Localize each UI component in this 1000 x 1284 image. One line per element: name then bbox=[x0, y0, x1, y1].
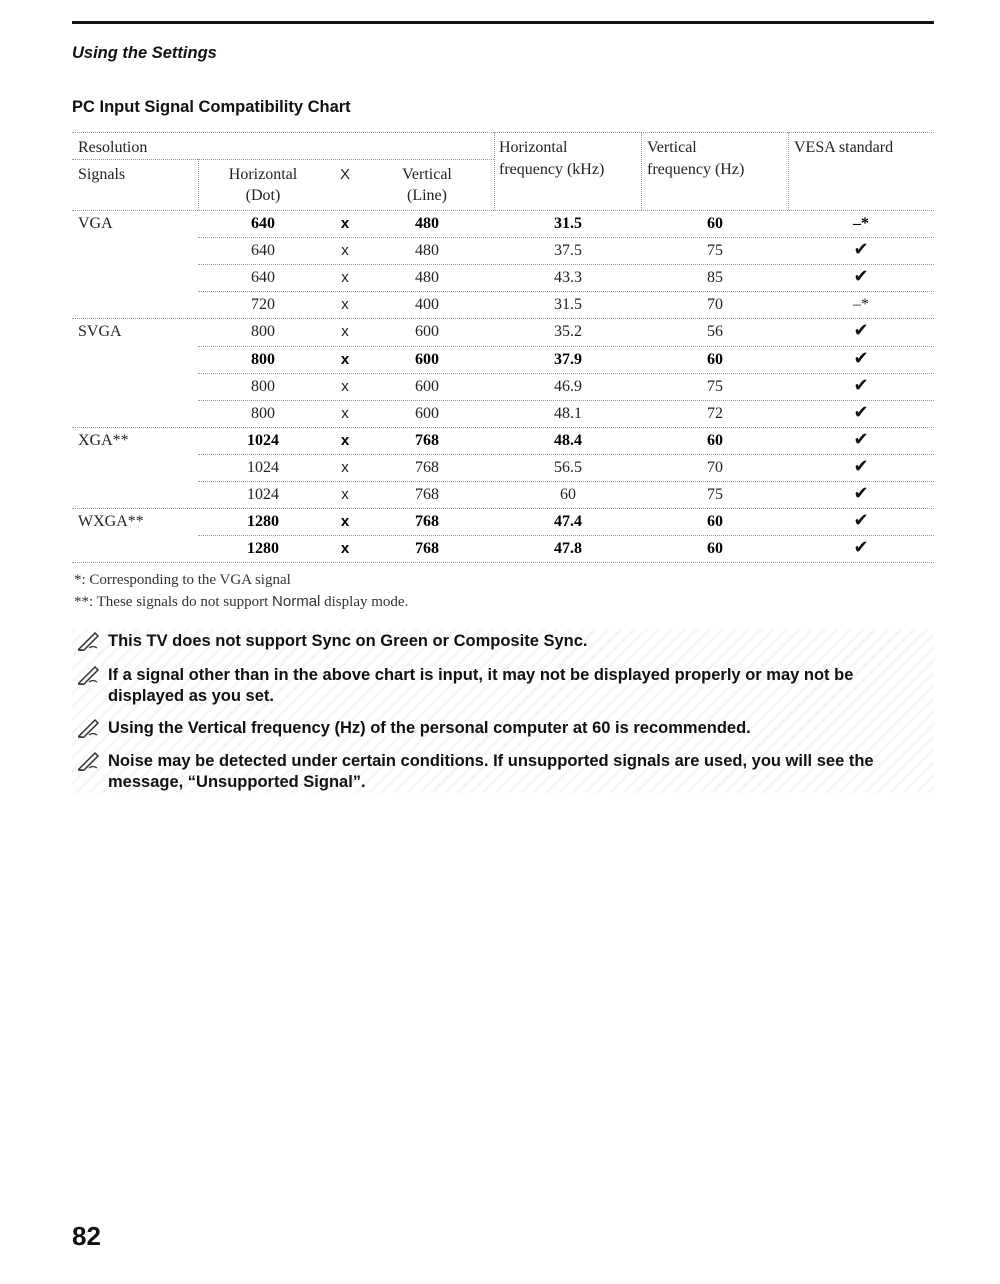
header-resolution: Resolution bbox=[78, 139, 148, 156]
table-cell: x bbox=[341, 404, 349, 422]
signal-name: WXGA** bbox=[78, 513, 144, 531]
checkmark-icon: ✔ bbox=[853, 347, 869, 369]
table-cell: 37.5 bbox=[554, 242, 582, 260]
table-cell: x bbox=[340, 431, 350, 449]
table-cell: 768 bbox=[415, 540, 439, 558]
header-vfreq-unit: frequency (Hz) bbox=[647, 161, 745, 178]
table-bottom-rule bbox=[72, 562, 934, 563]
note-item: Using the Vertical frequency (Hz) of the personal computer at 60 is recommended. bbox=[108, 718, 928, 739]
header-dot: (Dot) bbox=[245, 187, 281, 204]
table-cell: x bbox=[341, 486, 349, 503]
checkmark-icon: ✔ bbox=[853, 374, 869, 396]
table-cell: 1280 bbox=[247, 540, 279, 558]
checkmark-icon: ✔ bbox=[853, 239, 869, 261]
pencil-note-icon bbox=[77, 631, 101, 651]
row-divider bbox=[198, 481, 934, 482]
vesa-cell: –* bbox=[853, 215, 869, 232]
header-rule bbox=[72, 21, 934, 24]
section-title: Using the Settings bbox=[72, 44, 217, 62]
table-cell: 47.4 bbox=[554, 513, 582, 531]
table-cell: 600 bbox=[415, 404, 439, 422]
row-divider bbox=[198, 373, 934, 374]
table-cell: 1024 bbox=[247, 431, 279, 449]
table-cell: 640 bbox=[251, 242, 275, 260]
table-cell: x bbox=[340, 215, 350, 232]
table-cell: x bbox=[341, 296, 349, 314]
table-cell: 37.9 bbox=[554, 350, 582, 368]
table-cell: 60 bbox=[560, 486, 576, 503]
table-cell: 400 bbox=[415, 296, 439, 314]
table-cell: 1024 bbox=[247, 458, 279, 476]
table-cell: 72 bbox=[707, 404, 723, 422]
table-cell: 768 bbox=[415, 513, 439, 531]
header-x: X bbox=[339, 166, 351, 183]
table-cell: 640 bbox=[251, 269, 275, 287]
table-cell: x bbox=[341, 323, 349, 341]
page-number: 82 bbox=[72, 1221, 101, 1251]
pencil-note-icon bbox=[77, 718, 101, 738]
header-vesa: VESA standard bbox=[794, 139, 894, 156]
table-cell: 56 bbox=[707, 323, 723, 341]
table-cell: 75 bbox=[707, 242, 723, 260]
table-cell: 60 bbox=[707, 431, 723, 449]
table-cell: x bbox=[341, 377, 349, 395]
header-vfreq: Vertical bbox=[647, 139, 697, 156]
table-cell: 640 bbox=[251, 215, 275, 232]
row-divider bbox=[198, 346, 934, 347]
table-cell: 85 bbox=[707, 269, 723, 287]
table-cell: 1280 bbox=[247, 513, 279, 531]
vesa-cell: –* bbox=[853, 296, 869, 314]
checkmark-icon: ✔ bbox=[853, 320, 869, 342]
compatibility-table bbox=[72, 132, 934, 564]
header-col-divider bbox=[788, 132, 789, 210]
chart-title: PC Input Signal Compatibility Chart bbox=[72, 98, 351, 116]
row-divider bbox=[198, 454, 934, 455]
table-cell: 70 bbox=[707, 458, 723, 476]
table-cell: 46.9 bbox=[554, 377, 582, 395]
table-cell: 1024 bbox=[247, 486, 279, 503]
checkmark-icon: ✔ bbox=[853, 428, 869, 450]
table-cell: 600 bbox=[415, 350, 439, 368]
table-cell: 47.8 bbox=[554, 540, 582, 558]
signal-name: XGA** bbox=[78, 431, 129, 449]
row-divider bbox=[198, 291, 934, 292]
table-cell: 75 bbox=[707, 486, 723, 503]
table-cell: 31.5 bbox=[554, 215, 582, 232]
checkmark-icon: ✔ bbox=[853, 455, 869, 477]
table-cell: 60 bbox=[707, 215, 723, 232]
table-cell: 600 bbox=[415, 377, 439, 395]
table-cell: 31.5 bbox=[554, 296, 582, 314]
table-cell: x bbox=[341, 242, 349, 260]
row-divider bbox=[198, 264, 934, 265]
table-cell: x bbox=[341, 458, 349, 476]
header-line: (Line) bbox=[407, 187, 447, 204]
row-divider bbox=[72, 427, 934, 428]
table-cell: 48.4 bbox=[554, 431, 582, 449]
note-item: Noise may be detected under certain conditions. If unsupported signals are used, you will see the message, “Unsupported Signal”. bbox=[108, 751, 928, 793]
notes-box bbox=[72, 629, 934, 793]
table-cell: 768 bbox=[415, 431, 439, 449]
table-cell: 60 bbox=[707, 540, 723, 558]
header-col-divider bbox=[641, 132, 642, 210]
table-cell: 800 bbox=[251, 350, 275, 368]
footnote-2: **: These signals do not support Normal display mode. bbox=[74, 593, 409, 610]
checkmark-icon: ✔ bbox=[853, 266, 869, 288]
table-cell: x bbox=[340, 350, 350, 368]
table-cell: 480 bbox=[415, 242, 439, 260]
checkmark-icon: ✔ bbox=[853, 510, 869, 532]
row-divider bbox=[72, 210, 934, 211]
header-col-divider bbox=[494, 132, 495, 210]
footnote-1: *: Corresponding to the VGA signal bbox=[74, 572, 291, 588]
table-cell: x bbox=[341, 269, 349, 287]
checkmark-icon: ✔ bbox=[853, 401, 869, 423]
table-cell: x bbox=[340, 540, 350, 558]
header-col-divider bbox=[198, 159, 199, 210]
note-item: If a signal other than in the above chart is input, it may not be displayed properly or may not be displayed as you set. bbox=[108, 665, 928, 707]
checkmark-icon: ✔ bbox=[853, 483, 869, 504]
table-cell: 600 bbox=[415, 323, 439, 341]
table-cell: 800 bbox=[251, 323, 275, 341]
header-signals: Signals bbox=[78, 166, 126, 183]
table-cell: 43.3 bbox=[554, 269, 582, 287]
table-cell: 480 bbox=[415, 215, 439, 232]
table-cell: 48.1 bbox=[554, 404, 582, 422]
pencil-note-icon bbox=[77, 751, 101, 771]
row-divider bbox=[72, 508, 934, 509]
header-divider bbox=[72, 159, 494, 160]
signal-name: VGA bbox=[78, 215, 113, 232]
row-divider bbox=[198, 535, 934, 536]
header-hfreq: Horizontal bbox=[499, 139, 568, 156]
table-cell: 768 bbox=[415, 486, 439, 503]
table-cell: 768 bbox=[415, 458, 439, 476]
table-cell: 70 bbox=[707, 296, 723, 314]
header-hfreq-unit: frequency (kHz) bbox=[499, 161, 605, 178]
table-cell: 60 bbox=[707, 513, 723, 531]
table-cell: 56.5 bbox=[554, 458, 582, 476]
normal-mode-label: Normal bbox=[272, 593, 321, 610]
table-cell: 480 bbox=[415, 269, 439, 287]
table-cell: 35.2 bbox=[554, 323, 582, 341]
table-cell: 720 bbox=[251, 296, 275, 314]
header-vertical: Vertical bbox=[402, 166, 452, 183]
pencil-note-icon bbox=[77, 665, 101, 685]
row-divider bbox=[72, 318, 934, 319]
table-cell: 60 bbox=[707, 350, 723, 368]
table-cell: x bbox=[340, 513, 350, 531]
table-top-rule bbox=[72, 132, 934, 133]
checkmark-icon: ✔ bbox=[853, 537, 869, 559]
signal-name: SVGA bbox=[78, 323, 122, 341]
table-cell: 800 bbox=[251, 377, 275, 395]
table-cell: 800 bbox=[251, 404, 275, 422]
header-horizontal: Horizontal bbox=[228, 166, 298, 183]
row-divider bbox=[198, 237, 934, 238]
note-item: This TV does not support Sync on Green or Composite Sync. bbox=[108, 631, 928, 652]
table-cell: 75 bbox=[707, 377, 723, 395]
row-divider bbox=[198, 400, 934, 401]
